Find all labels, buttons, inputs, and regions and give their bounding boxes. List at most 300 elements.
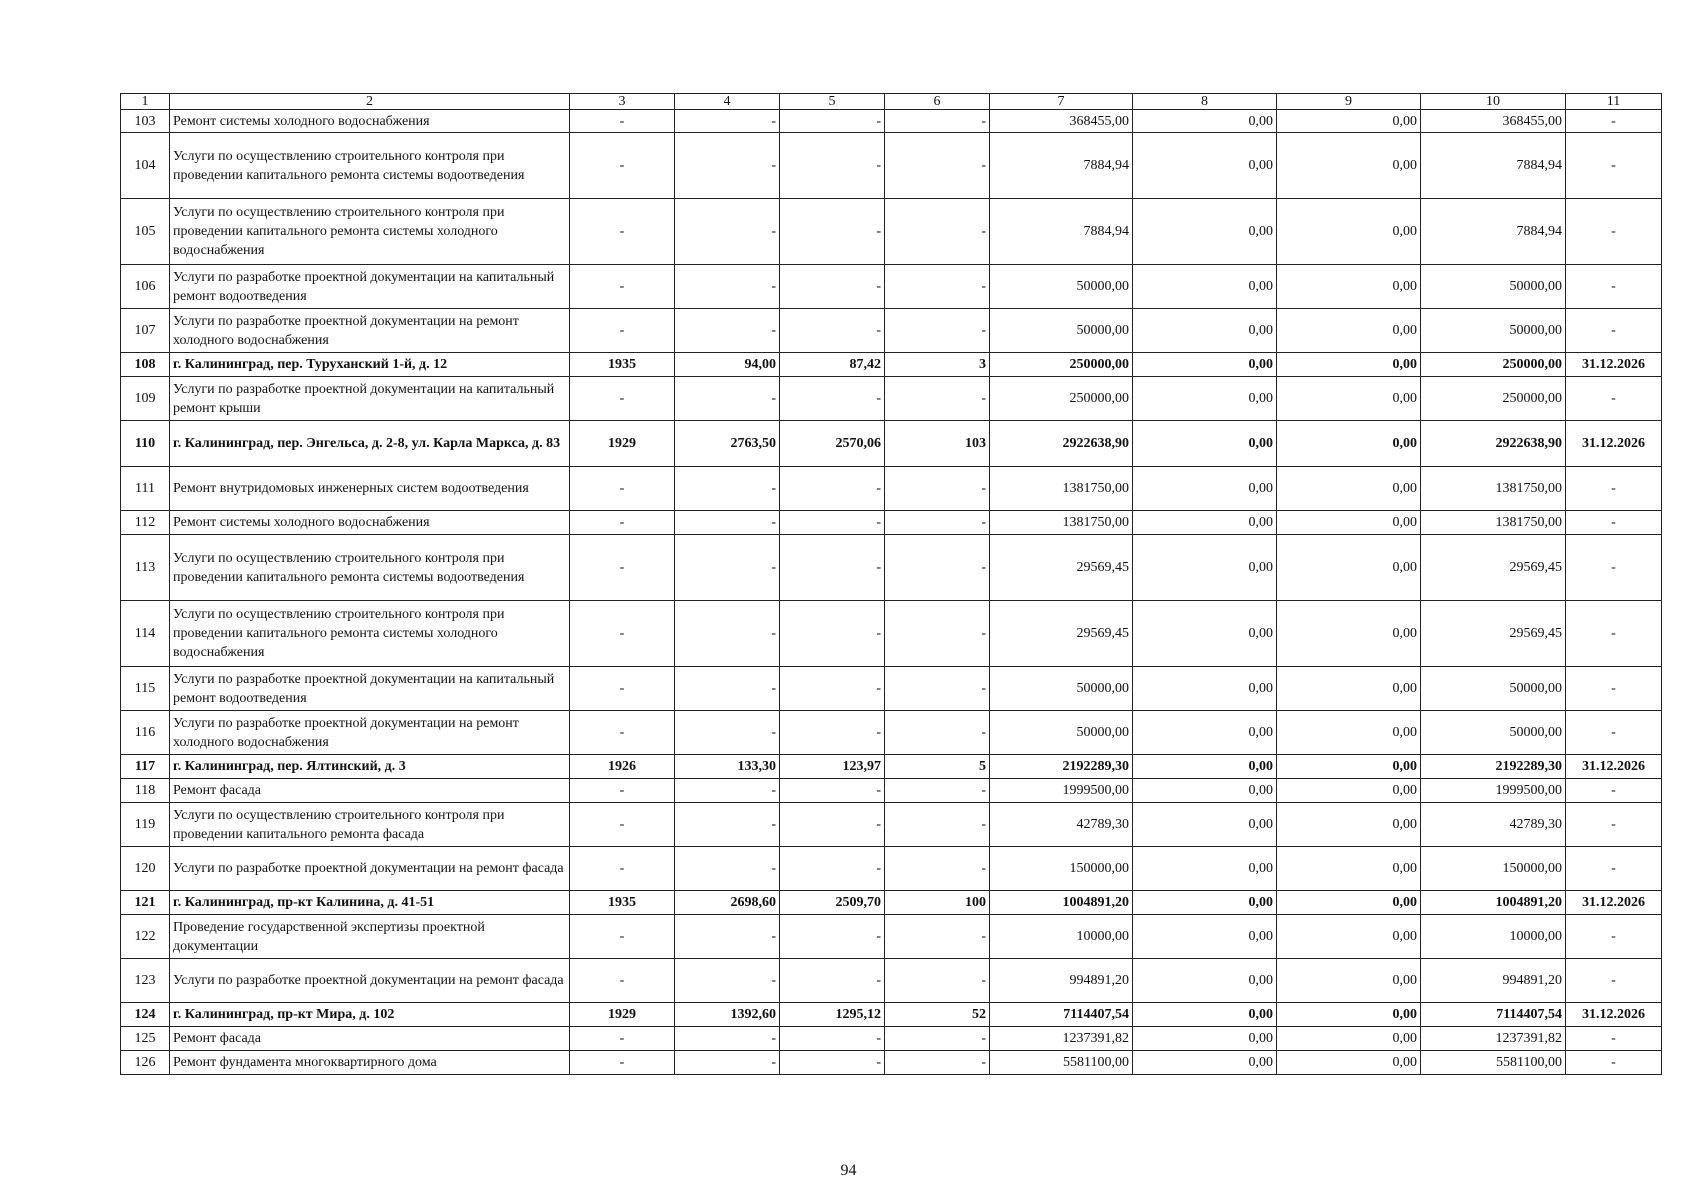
table-cell-col-7: 150000,00 [990, 847, 1133, 891]
table-cell-col-3: - [570, 915, 675, 959]
table-cell-col-9: 0,00 [1277, 959, 1421, 1003]
column-number-header-row [121, 94, 1662, 110]
table-cell-col-5: - [780, 803, 885, 847]
table-cell-col-8: 0,00 [1133, 110, 1277, 133]
table-cell-col-11: 31.12.2026 [1566, 1003, 1662, 1027]
table-cell-col-4: 2763,50 [675, 421, 780, 467]
table-cell-col-10: 7884,94 [1421, 199, 1566, 265]
table-cell-col-8: 0,00 [1133, 511, 1277, 535]
table-cell-col-2: г. Калининград, пер. Ялтинский, д. 3 [170, 755, 570, 779]
table-cell-col-1: 125 [121, 1027, 170, 1051]
table-cell-col-10: 5581100,00 [1421, 1051, 1566, 1075]
table-cell-col-10: 1381750,00 [1421, 511, 1566, 535]
table-cell-col-11: - [1566, 511, 1662, 535]
table-cell-col-6: 52 [885, 1003, 990, 1027]
table-row-work [121, 847, 1662, 891]
table-cell-col-3: 1935 [570, 891, 675, 915]
table-cell-col-4: - [675, 511, 780, 535]
table-row-work [121, 377, 1662, 421]
table-cell-col-5: - [780, 1051, 885, 1075]
table-cell-col-8: 0,00 [1133, 1051, 1277, 1075]
table-cell-col-7: 10000,00 [990, 915, 1133, 959]
table-cell-col-5: - [780, 847, 885, 891]
table-cell-col-6: - [885, 803, 990, 847]
table-cell-col-8: 0,00 [1133, 467, 1277, 511]
table-cell-col-5: - [780, 1027, 885, 1051]
table-cell-col-2: Услуги по разработке проектной документации на ремонт холодного водоснабжения [170, 309, 570, 353]
table-cell-col-1: 122 [121, 915, 170, 959]
table-cell-col-5: - [780, 467, 885, 511]
column-number-11: 11 [1566, 94, 1662, 110]
table-cell-col-10: 250000,00 [1421, 353, 1566, 377]
table-row-work [121, 1027, 1662, 1051]
table-cell-col-4: - [675, 803, 780, 847]
table-cell-col-11: - [1566, 467, 1662, 511]
table-cell-col-10: 1004891,20 [1421, 891, 1566, 915]
table-cell-col-7: 250000,00 [990, 353, 1133, 377]
table-cell-col-9: 0,00 [1277, 755, 1421, 779]
table-cell-col-2: Услуги по разработке проектной документации на капитальный ремонт водоотведения [170, 667, 570, 711]
table-cell-col-3: 1929 [570, 421, 675, 467]
table-cell-col-2: г. Калининград, пр-кт Мира, д. 102 [170, 1003, 570, 1027]
table-cell-col-2: Проведение государственной экспертизы проектной документации [170, 915, 570, 959]
table-cell-col-4: - [675, 667, 780, 711]
table-cell-col-6: 100 [885, 891, 990, 915]
table-cell-col-9: 0,00 [1277, 467, 1421, 511]
table-cell-col-3: - [570, 377, 675, 421]
table-cell-col-2: Услуги по разработке проектной документации на ремонт фасада [170, 959, 570, 1003]
table-cell-col-2: Услуги по разработке проектной документации на капитальный ремонт крыши [170, 377, 570, 421]
table-cell-col-10: 1381750,00 [1421, 467, 1566, 511]
table-cell-col-2: Ремонт фундамента многоквартирного дома [170, 1051, 570, 1075]
table-cell-col-7: 50000,00 [990, 265, 1133, 309]
table-cell-col-9: 0,00 [1277, 421, 1421, 467]
table-cell-col-8: 0,00 [1133, 353, 1277, 377]
table-cell-col-7: 2192289,30 [990, 755, 1133, 779]
table-cell-col-6: 3 [885, 353, 990, 377]
column-number-7: 7 [990, 94, 1133, 110]
table-cell-col-9: 0,00 [1277, 711, 1421, 755]
table-cell-col-7: 2922638,90 [990, 421, 1133, 467]
table-cell-col-2: Ремонт системы холодного водоснабжения [170, 511, 570, 535]
table-cell-col-6: - [885, 779, 990, 803]
table-cell-col-11: - [1566, 915, 1662, 959]
table-cell-col-1: 115 [121, 667, 170, 711]
table-cell-col-11: - [1566, 1027, 1662, 1051]
table-cell-col-3: - [570, 601, 675, 667]
table-cell-col-2: Услуги по осуществлению строительного контроля при проведении капитального ремонта системы холодного водоснабжения [170, 601, 570, 667]
table-row-address [121, 353, 1662, 377]
table-row-work [121, 959, 1662, 1003]
table-cell-col-11: 31.12.2026 [1566, 755, 1662, 779]
table-cell-col-2: Ремонт внутридомовых инженерных систем водоотведения [170, 467, 570, 511]
table-cell-col-6: - [885, 601, 990, 667]
column-number-9: 9 [1277, 94, 1421, 110]
table-cell-col-1: 104 [121, 133, 170, 199]
table-cell-col-9: 0,00 [1277, 511, 1421, 535]
column-number-5: 5 [780, 94, 885, 110]
table-cell-col-6: - [885, 511, 990, 535]
table-cell-col-8: 0,00 [1133, 667, 1277, 711]
column-number-4: 4 [675, 94, 780, 110]
table-cell-col-1: 106 [121, 265, 170, 309]
table-cell-col-5: 2509,70 [780, 891, 885, 915]
table-cell-col-5: - [780, 110, 885, 133]
table-cell-col-7: 368455,00 [990, 110, 1133, 133]
table-cell-col-7: 1381750,00 [990, 511, 1133, 535]
table-cell-col-3: - [570, 133, 675, 199]
table-cell-col-6: - [885, 959, 990, 1003]
table-cell-col-4: - [675, 779, 780, 803]
table-cell-col-8: 0,00 [1133, 421, 1277, 467]
table-cell-col-9: 0,00 [1277, 133, 1421, 199]
table-cell-col-1: 110 [121, 421, 170, 467]
table-cell-col-3: - [570, 959, 675, 1003]
table-row-address [121, 421, 1662, 467]
table-cell-col-1: 111 [121, 467, 170, 511]
table-cell-col-2: Услуги по осуществлению строительного контроля при проведении капитального ремонта системы холодного водоснабжения [170, 199, 570, 265]
table-cell-col-9: 0,00 [1277, 199, 1421, 265]
table-cell-col-1: 121 [121, 891, 170, 915]
table-cell-col-10: 994891,20 [1421, 959, 1566, 1003]
table-cell-col-10: 1999500,00 [1421, 779, 1566, 803]
table-cell-col-7: 1004891,20 [990, 891, 1133, 915]
table-cell-col-9: 0,00 [1277, 1051, 1421, 1075]
table-cell-col-5: - [780, 915, 885, 959]
table-cell-col-1: 120 [121, 847, 170, 891]
table-row-address [121, 755, 1662, 779]
table-cell-col-1: 124 [121, 1003, 170, 1027]
table-cell-col-2: Ремонт фасада [170, 779, 570, 803]
table-cell-col-3: - [570, 309, 675, 353]
repair-plan-table [120, 93, 1662, 1075]
table-cell-col-11: - [1566, 265, 1662, 309]
table-cell-col-2: г. Калининград, пер. Туруханский 1-й, д. 12 [170, 353, 570, 377]
table-cell-col-9: 0,00 [1277, 779, 1421, 803]
table-cell-col-7: 50000,00 [990, 309, 1133, 353]
table-cell-col-10: 50000,00 [1421, 309, 1566, 353]
table-cell-col-2: Услуги по разработке проектной документации на ремонт фасада [170, 847, 570, 891]
table-cell-col-10: 250000,00 [1421, 377, 1566, 421]
table-cell-col-10: 50000,00 [1421, 667, 1566, 711]
table-cell-col-6: - [885, 535, 990, 601]
table-cell-col-8: 0,00 [1133, 309, 1277, 353]
table-cell-col-11: - [1566, 1051, 1662, 1075]
table-cell-col-6: - [885, 1051, 990, 1075]
table-cell-col-3: 1929 [570, 1003, 675, 1027]
table-cell-col-8: 0,00 [1133, 535, 1277, 601]
table-cell-col-11: - [1566, 711, 1662, 755]
table-row-work [121, 535, 1662, 601]
table-cell-col-2: Услуги по разработке проектной документации на капитальный ремонт водоотведения [170, 265, 570, 309]
table-cell-col-4: - [675, 133, 780, 199]
table-cell-col-1: 112 [121, 511, 170, 535]
table-cell-col-8: 0,00 [1133, 601, 1277, 667]
table-cell-col-7: 1999500,00 [990, 779, 1133, 803]
table-cell-col-5: - [780, 265, 885, 309]
table-cell-col-3: - [570, 199, 675, 265]
table-cell-col-6: - [885, 467, 990, 511]
table-row-work [121, 667, 1662, 711]
table-cell-col-5: 1295,12 [780, 1003, 885, 1027]
table-cell-col-10: 2922638,90 [1421, 421, 1566, 467]
column-number-8: 8 [1133, 94, 1277, 110]
table-cell-col-6: - [885, 711, 990, 755]
table-cell-col-9: 0,00 [1277, 377, 1421, 421]
table-cell-col-7: 5581100,00 [990, 1051, 1133, 1075]
table-cell-col-4: - [675, 199, 780, 265]
table-cell-col-3: - [570, 847, 675, 891]
table-cell-col-3: - [570, 535, 675, 601]
table-cell-col-4: - [675, 847, 780, 891]
table-cell-col-10: 1237391,82 [1421, 1027, 1566, 1051]
table-cell-col-3: - [570, 803, 675, 847]
table-cell-col-3: - [570, 110, 675, 133]
table-cell-col-8: 0,00 [1133, 847, 1277, 891]
column-number-6: 6 [885, 94, 990, 110]
table-row-work [121, 803, 1662, 847]
table-cell-col-10: 29569,45 [1421, 601, 1566, 667]
table-row-address [121, 1003, 1662, 1027]
table-cell-col-7: 7884,94 [990, 199, 1133, 265]
column-number-2: 2 [170, 94, 570, 110]
table-cell-col-9: 0,00 [1277, 1027, 1421, 1051]
table-cell-col-5: - [780, 511, 885, 535]
table-cell-col-7: 7884,94 [990, 133, 1133, 199]
table-cell-col-2: г. Калининград, пер. Энгельса, д. 2-8, ул. Карла Маркса, д. 83 [170, 421, 570, 467]
table-cell-col-8: 0,00 [1133, 959, 1277, 1003]
table-cell-col-2: Услуги по осуществлению строительного контроля при проведении капитального ремонта фасада [170, 803, 570, 847]
table-cell-col-6: - [885, 110, 990, 133]
table-cell-col-3: - [570, 1027, 675, 1051]
table-cell-col-4: - [675, 110, 780, 133]
table-cell-col-4: - [675, 915, 780, 959]
table-row-work [121, 915, 1662, 959]
table-cell-col-11: - [1566, 959, 1662, 1003]
table-cell-col-4: - [675, 711, 780, 755]
table-cell-col-8: 0,00 [1133, 711, 1277, 755]
table-cell-col-10: 368455,00 [1421, 110, 1566, 133]
table-cell-col-2: Услуги по осуществлению строительного контроля при проведении капитального ремонта системы водоотведения [170, 133, 570, 199]
table-cell-col-5: - [780, 959, 885, 1003]
table-cell-col-5: - [780, 199, 885, 265]
table-cell-col-6: - [885, 915, 990, 959]
table-row-work [121, 1051, 1662, 1075]
table-cell-col-5: - [780, 711, 885, 755]
table-cell-col-7: 250000,00 [990, 377, 1133, 421]
table-cell-col-8: 0,00 [1133, 891, 1277, 915]
table-cell-col-10: 7114407,54 [1421, 1003, 1566, 1027]
table-cell-col-5: - [780, 377, 885, 421]
table-cell-col-10: 7884,94 [1421, 133, 1566, 199]
table-cell-col-2: Ремонт системы холодного водоснабжения [170, 110, 570, 133]
table-cell-col-7: 50000,00 [990, 667, 1133, 711]
table-cell-col-11: - [1566, 199, 1662, 265]
table-cell-col-1: 116 [121, 711, 170, 755]
table-cell-col-5: - [780, 133, 885, 199]
table-cell-col-9: 0,00 [1277, 353, 1421, 377]
table-cell-col-4: - [675, 535, 780, 601]
table-cell-col-10: 42789,30 [1421, 803, 1566, 847]
table-cell-col-8: 0,00 [1133, 803, 1277, 847]
table-cell-col-11: - [1566, 601, 1662, 667]
table-cell-col-9: 0,00 [1277, 601, 1421, 667]
table-cell-col-8: 0,00 [1133, 377, 1277, 421]
table-cell-col-9: 0,00 [1277, 535, 1421, 601]
table-cell-col-3: - [570, 511, 675, 535]
table-cell-col-1: 108 [121, 353, 170, 377]
table-cell-col-4: - [675, 265, 780, 309]
table-cell-col-2: Ремонт фасада [170, 1027, 570, 1051]
table-cell-col-10: 50000,00 [1421, 265, 1566, 309]
table-row-work [121, 199, 1662, 265]
table-cell-col-9: 0,00 [1277, 891, 1421, 915]
table-cell-col-1: 113 [121, 535, 170, 601]
table-cell-col-8: 0,00 [1133, 199, 1277, 265]
table-row-work [121, 711, 1662, 755]
table-cell-col-3: - [570, 667, 675, 711]
table-cell-col-9: 0,00 [1277, 847, 1421, 891]
table-cell-col-9: 0,00 [1277, 1003, 1421, 1027]
table-cell-col-10: 2192289,30 [1421, 755, 1566, 779]
table-cell-col-11: - [1566, 110, 1662, 133]
table-cell-col-6: 103 [885, 421, 990, 467]
table-cell-col-6: 5 [885, 755, 990, 779]
table-cell-col-3: 1935 [570, 353, 675, 377]
table-cell-col-11: 31.12.2026 [1566, 891, 1662, 915]
table-cell-col-3: - [570, 1051, 675, 1075]
table-cell-col-1: 105 [121, 199, 170, 265]
table-row-work [121, 511, 1662, 535]
table-cell-col-3: - [570, 711, 675, 755]
table-cell-col-9: 0,00 [1277, 309, 1421, 353]
table-cell-col-6: - [885, 377, 990, 421]
table-cell-col-10: 50000,00 [1421, 711, 1566, 755]
table-cell-col-7: 994891,20 [990, 959, 1133, 1003]
table-cell-col-1: 119 [121, 803, 170, 847]
table-cell-col-8: 0,00 [1133, 915, 1277, 959]
table-cell-col-5: 2570,06 [780, 421, 885, 467]
table-cell-col-1: 126 [121, 1051, 170, 1075]
column-number-1: 1 [121, 94, 170, 110]
table-cell-col-6: - [885, 199, 990, 265]
table-cell-col-7: 1237391,82 [990, 1027, 1133, 1051]
table-cell-col-2: Услуги по осуществлению строительного контроля при проведении капитального ремонта системы водоотведения [170, 535, 570, 601]
table-cell-col-6: - [885, 847, 990, 891]
table-cell-col-4: 94,00 [675, 353, 780, 377]
table-cell-col-11: - [1566, 667, 1662, 711]
table-cell-col-7: 1381750,00 [990, 467, 1133, 511]
page-number: 94 [840, 1162, 857, 1179]
table-cell-col-2: Услуги по разработке проектной документации на ремонт холодного водоснабжения [170, 711, 570, 755]
table-cell-col-4: - [675, 1027, 780, 1051]
table-cell-col-11: - [1566, 377, 1662, 421]
table-cell-col-4: - [675, 467, 780, 511]
column-number-10: 10 [1421, 94, 1566, 110]
table-cell-col-10: 10000,00 [1421, 915, 1566, 959]
table-cell-col-6: - [885, 667, 990, 711]
table-cell-col-10: 29569,45 [1421, 535, 1566, 601]
table-cell-col-7: 29569,45 [990, 535, 1133, 601]
table-cell-col-11: - [1566, 847, 1662, 891]
table-cell-col-9: 0,00 [1277, 915, 1421, 959]
table-row-work [121, 133, 1662, 199]
table-cell-col-4: - [675, 959, 780, 1003]
table-cell-col-11: 31.12.2026 [1566, 353, 1662, 377]
table-cell-col-1: 123 [121, 959, 170, 1003]
table-cell-col-4: 2698,60 [675, 891, 780, 915]
table-cell-col-1: 107 [121, 309, 170, 353]
table-cell-col-8: 0,00 [1133, 1027, 1277, 1051]
table-cell-col-11: - [1566, 309, 1662, 353]
table-cell-col-8: 0,00 [1133, 1003, 1277, 1027]
table-row-work [121, 779, 1662, 803]
table-cell-col-11: 31.12.2026 [1566, 421, 1662, 467]
table-row-address [121, 891, 1662, 915]
table-cell-col-7: 50000,00 [990, 711, 1133, 755]
table-cell-col-6: - [885, 133, 990, 199]
table-cell-col-2: г. Калининград, пр-кт Калинина, д. 41-51 [170, 891, 570, 915]
table-cell-col-11: - [1566, 133, 1662, 199]
table-cell-col-11: - [1566, 535, 1662, 601]
table-row-work [121, 309, 1662, 353]
table-cell-col-4: - [675, 1051, 780, 1075]
table-cell-col-1: 117 [121, 755, 170, 779]
table-cell-col-4: - [675, 377, 780, 421]
table-cell-col-5: - [780, 601, 885, 667]
table-cell-col-9: 0,00 [1277, 803, 1421, 847]
table-cell-col-1: 103 [121, 110, 170, 133]
table-cell-col-1: 114 [121, 601, 170, 667]
table-cell-col-3: - [570, 467, 675, 511]
table-cell-col-8: 0,00 [1133, 265, 1277, 309]
table-cell-col-9: 0,00 [1277, 265, 1421, 309]
table-cell-col-11: - [1566, 779, 1662, 803]
table-row-work [121, 265, 1662, 309]
table-row-work [121, 467, 1662, 511]
table-row-work [121, 601, 1662, 667]
table-cell-col-10: 150000,00 [1421, 847, 1566, 891]
table-cell-col-5: - [780, 535, 885, 601]
table-cell-col-1: 109 [121, 377, 170, 421]
table-cell-col-5: - [780, 309, 885, 353]
table-cell-col-7: 29569,45 [990, 601, 1133, 667]
table-cell-col-4: - [675, 601, 780, 667]
table-cell-col-1: 118 [121, 779, 170, 803]
table-cell-col-4: - [675, 309, 780, 353]
table-cell-col-7: 7114407,54 [990, 1003, 1133, 1027]
table-cell-col-6: - [885, 265, 990, 309]
table-cell-col-6: - [885, 309, 990, 353]
table-cell-col-8: 0,00 [1133, 779, 1277, 803]
column-number-3: 3 [570, 94, 675, 110]
table-cell-col-3: - [570, 779, 675, 803]
table-cell-col-5: 123,97 [780, 755, 885, 779]
table-cell-col-4: 133,30 [675, 755, 780, 779]
table-cell-col-9: 0,00 [1277, 110, 1421, 133]
table-cell-col-11: - [1566, 803, 1662, 847]
table-cell-col-5: 87,42 [780, 353, 885, 377]
table-cell-col-8: 0,00 [1133, 133, 1277, 199]
table-cell-col-8: 0,00 [1133, 755, 1277, 779]
table-body [121, 94, 1662, 1075]
table-cell-col-9: 0,00 [1277, 667, 1421, 711]
table-cell-col-3: - [570, 265, 675, 309]
table-cell-col-5: - [780, 779, 885, 803]
table-cell-col-4: 1392,60 [675, 1003, 780, 1027]
table-row-work [121, 110, 1662, 133]
table-cell-col-3: 1926 [570, 755, 675, 779]
